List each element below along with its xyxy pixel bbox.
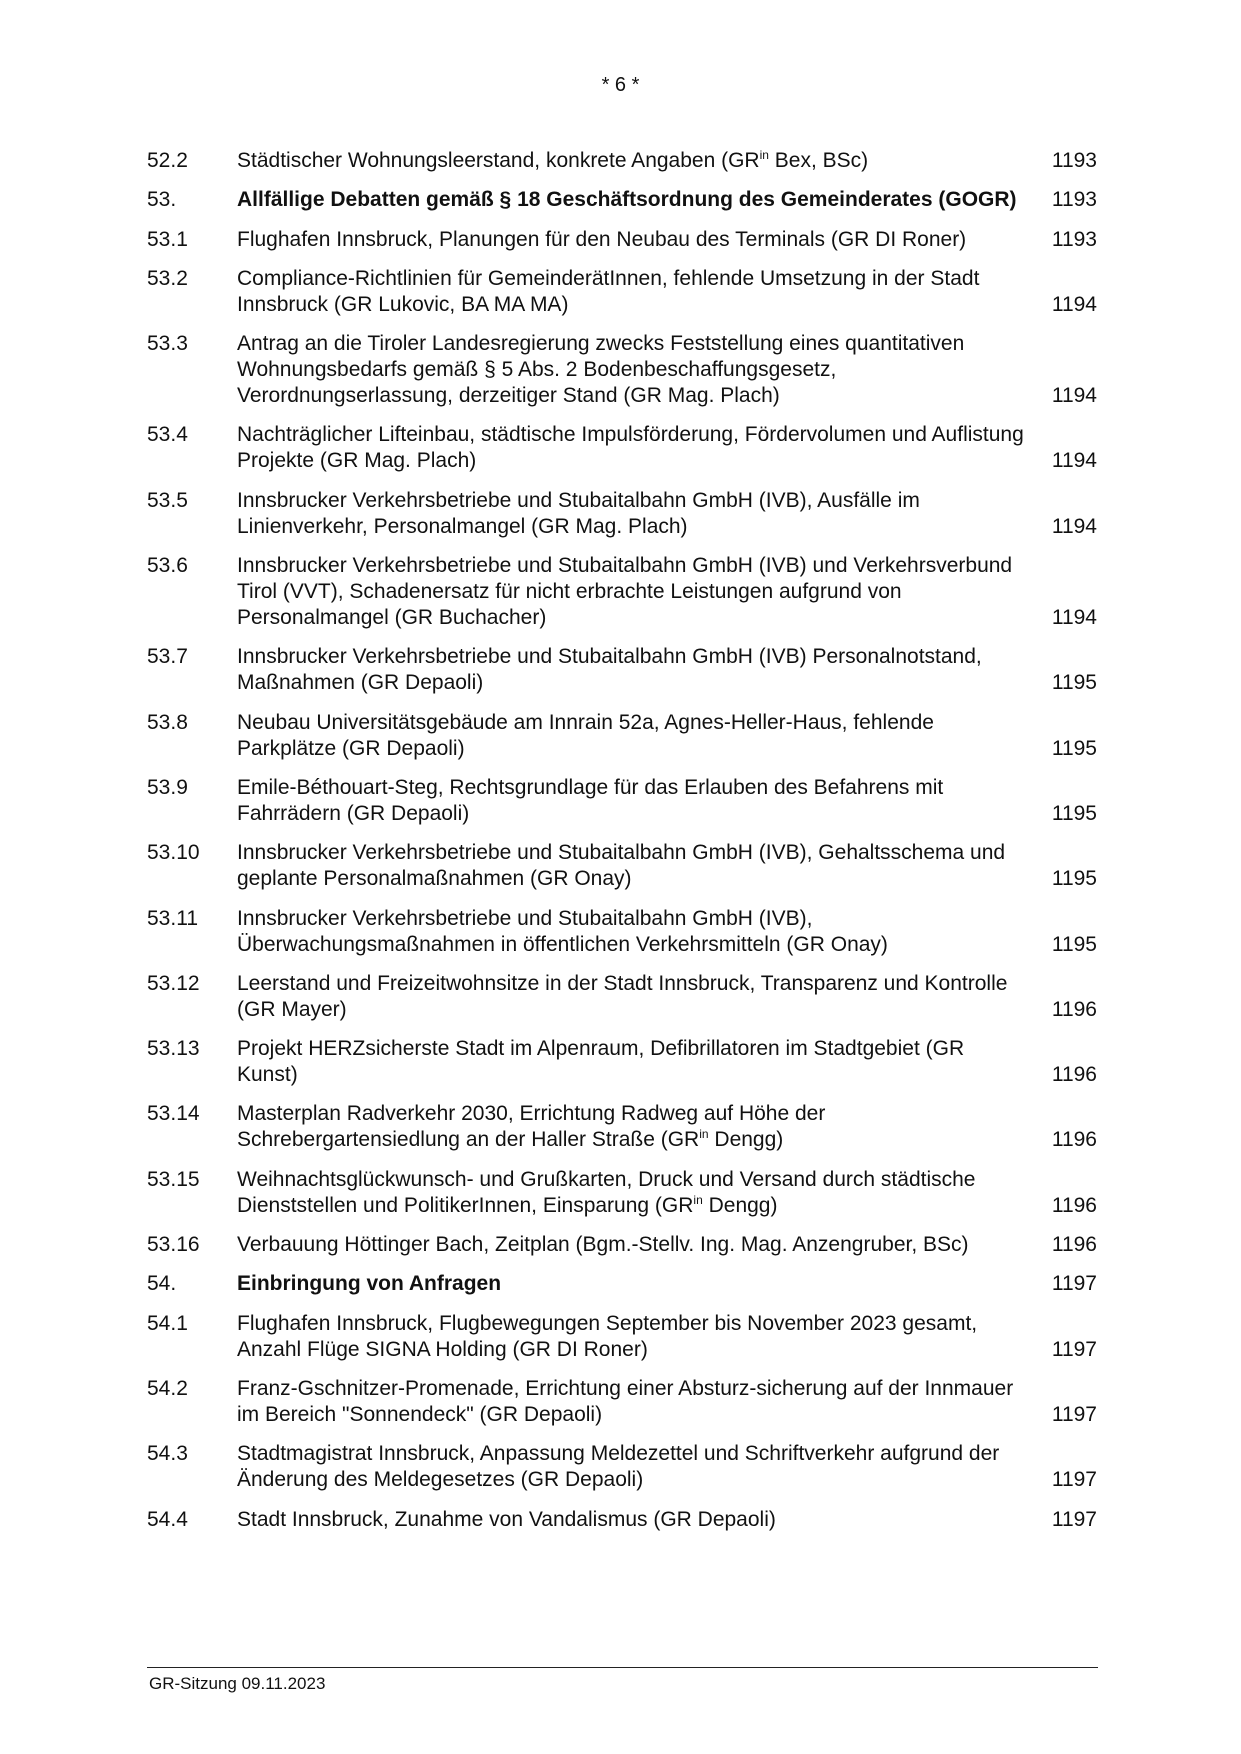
toc-entry-number: 54. — [147, 1272, 177, 1296]
toc-entry-title — [237, 906, 1027, 958]
toc-entry — [147, 148, 1097, 174]
toc-entry-page: 1195 — [1051, 736, 1097, 760]
toc-entry-page: 1196 — [1051, 1128, 1097, 1152]
toc-entry-number: 53.5 — [147, 488, 188, 512]
toc-entry-title — [237, 187, 1027, 213]
toc-entry-number: 53.11 — [147, 906, 198, 930]
toc-entry-title — [237, 1507, 1027, 1533]
toc-entry — [147, 1441, 1097, 1493]
toc-entry — [147, 906, 1097, 958]
toc-entry-title-text: Nachträglicher Lifteinbau, städtische Impulsförderung, Fördervolumen und Auflistung Projekte (GR Mag. Plach) — [237, 423, 1024, 473]
toc-entry — [147, 553, 1097, 631]
toc-entry-title — [237, 1271, 1027, 1297]
toc-entry — [147, 187, 1097, 213]
toc-entry-title-text: Flughafen Innsbruck, Flugbewegungen September bis November 2023 gesamt, Anzahl Flüge SIGNA Holding (GR DI Roner) — [237, 1311, 978, 1361]
toc-entry — [147, 1036, 1097, 1088]
toc-entry-page: 1196 — [1051, 1193, 1097, 1217]
toc-entry-title-text: Emile-Béthouart-Steg, Rechtsgrundlage für das Erlauben des Befahrens mit Fahrrädern (GR Depaoli) — [237, 775, 944, 825]
toc-entry-title — [237, 1376, 1027, 1428]
toc-entry — [147, 971, 1097, 1023]
toc-entry-number: 53.3 — [147, 332, 188, 356]
toc-entry-title-text: Innsbrucker Verkehrsbetriebe und Stubaitalbahn GmbH (IVB) Personalnotstand, Maßnahmen (GR Depaoli) — [237, 645, 982, 695]
toc-entry-title-text: Neubau Universitätsgebäude am Innrain 52a, Agnes-Heller-Haus, fehlende Parkplätze (GR Depaoli) — [237, 710, 934, 760]
toc-entry-page: 1193 — [1051, 188, 1097, 212]
toc-entry-number: 53.13 — [147, 1037, 200, 1061]
toc-entry-page: 1194 — [1051, 449, 1097, 473]
toc-entry-page: 1194 — [1051, 292, 1097, 316]
toc-entry-number: 53.16 — [147, 1233, 200, 1257]
toc-entry-number: 53.2 — [147, 266, 188, 290]
toc-entry-page: 1195 — [1051, 932, 1097, 956]
toc-entry-title-text: Franz-Gschnitzer-Promenade, Errichtung einer Absturz-sicherung auf der Innmauer im Bereich "Sonnendeck" (GR Depaoli) — [237, 1376, 1014, 1426]
toc-entry-page: 1197 — [1051, 1507, 1097, 1531]
toc-entry — [147, 422, 1097, 474]
toc-entry-title — [237, 710, 1027, 762]
toc-entry-title-text: Innsbrucker Verkehrsbetriebe und Stubaitalbahn GmbH (IVB), Überwachungsmaßnahmen in öffentlichen Verkehrsmitteln (GR Onay) — [237, 906, 888, 956]
toc-entry — [147, 1376, 1097, 1428]
toc-entry-title — [237, 1311, 1027, 1363]
toc-entry-number: 53. — [147, 188, 177, 212]
toc-entry-title — [237, 148, 1027, 174]
toc-entry — [147, 1507, 1097, 1533]
toc-entry-number: 54.1 — [147, 1311, 188, 1335]
toc-entry — [147, 644, 1097, 696]
toc-entry-title-text: Stadt Innsbruck, Zunahme von Vandalismus (GR Depaoli) — [237, 1507, 776, 1531]
table-of-contents — [147, 148, 1097, 1546]
toc-entry-title — [237, 553, 1027, 631]
toc-entry-title — [237, 488, 1027, 540]
toc-entry-title-text: Allfällige Debatten gemäß § 18 Geschäftsordnung des Gemeinderates (GOGR) — [237, 188, 1017, 212]
toc-entry-title-text: Flughafen Innsbruck, Planungen für den Neubau des Terminals (GR DI Roner) — [237, 227, 967, 251]
toc-entry-page: 1193 — [1051, 149, 1097, 172]
toc-entry — [147, 840, 1097, 892]
toc-entry — [147, 1311, 1097, 1363]
toc-entry-number: 53.7 — [147, 645, 188, 669]
toc-entry-title — [237, 227, 1027, 253]
page-number: * 6 * — [601, 74, 640, 96]
toc-entry-title-text: Masterplan Radverkehr 2030, Errichtung Radweg auf Höhe der Schrebergartensiedlung an der Haller Straße (GR — [237, 1102, 826, 1152]
toc-entry-title — [237, 331, 1027, 409]
toc-entry-page: 1193 — [1051, 227, 1097, 251]
toc-entry-number: 53.6 — [147, 554, 188, 578]
toc-entry-number: 53.15 — [147, 1167, 200, 1191]
toc-entry-number: 52.2 — [147, 149, 188, 172]
toc-entry-title-superscript: in — [693, 1192, 703, 1207]
toc-entry-title — [237, 1441, 1027, 1493]
toc-entry — [147, 710, 1097, 762]
toc-entry-title — [237, 644, 1027, 696]
toc-entry-number: 54.3 — [147, 1442, 188, 1466]
toc-entry-number: 54.4 — [147, 1507, 188, 1531]
toc-entry-title — [237, 1167, 1027, 1219]
toc-entry-title — [237, 1036, 1027, 1088]
toc-entry-title-text: Verbauung Höttinger Bach, Zeitplan (Bgm.-Stellv. Ing. Mag. Anzengruber, BSc) — [237, 1233, 969, 1257]
toc-entry-number: 53.1 — [147, 227, 188, 251]
toc-entry-title-text: Innsbrucker Verkehrsbetriebe und Stubaitalbahn GmbH (IVB), Ausfälle im Linienverkehr, Personalmangel (GR Mag. Plach) — [237, 488, 920, 538]
toc-entry-title — [237, 1232, 1027, 1258]
toc-entry — [147, 775, 1097, 827]
toc-entry-page: 1197 — [1051, 1402, 1097, 1426]
toc-entry-title-text: Innsbrucker Verkehrsbetriebe und Stubaitalbahn GmbH (IVB) und Verkehrsverbund Tirol (VVT), Schadenersatz für nicht erbrachte Leistungen aufgrund von Personalmangel (GR Buchacher) — [237, 554, 1013, 630]
toc-entry-title — [237, 266, 1027, 318]
toc-entry-page: 1194 — [1051, 606, 1097, 630]
toc-entry-title-text: Leerstand und Freizeitwohnsitze in der Stadt Innsbruck, Transparenz und Kontrolle (GR Mayer) — [237, 971, 1008, 1021]
toc-entry-page: 1196 — [1051, 1063, 1097, 1087]
footer-text: GR-Sitzung 09.11.2023 — [149, 1674, 326, 1693]
toc-entry-number: 53.9 — [147, 775, 188, 799]
toc-entry-title-text: Bex, BSc) — [768, 149, 869, 172]
toc-entry-title-text: Antrag an die Tiroler Landesregierung zwecks Feststellung eines quantitativen Wohnungsbedarfs gemäß § 5 Abs. 2 Bodenbeschaffungsgesetz, Verordnungserlassung, derzeitiger Stand (GR Mag. Plach) — [237, 332, 965, 408]
toc-entry-page: 1196 — [1051, 1233, 1097, 1257]
toc-entry — [147, 1271, 1097, 1297]
toc-entry-page: 1195 — [1051, 671, 1097, 695]
toc-entry-title-text: Innsbrucker Verkehrsbetriebe und Stubaitalbahn GmbH (IVB), Gehaltsschema und geplante Personalmaßnahmen (GR Onay) — [237, 841, 1006, 891]
toc-entry-page: 1197 — [1051, 1468, 1097, 1492]
toc-entry-title-text: Dengg) — [702, 1193, 778, 1217]
toc-entry — [147, 331, 1097, 409]
toc-entry-page: 1194 — [1051, 384, 1097, 408]
toc-entry-title — [237, 422, 1027, 474]
toc-entry-page: 1197 — [1051, 1272, 1097, 1296]
toc-entry-title-text: Einbringung von Anfragen — [237, 1272, 502, 1296]
toc-entry-number: 53.14 — [147, 1102, 200, 1126]
toc-entry — [147, 1232, 1097, 1258]
toc-entry-page: 1195 — [1051, 801, 1097, 825]
toc-entry-title-text: Projekt HERZsicherste Stadt im Alpenraum, Defibrillatoren im Stadtgebiet (GR Kunst) — [237, 1037, 965, 1087]
toc-entry-page: 1196 — [1051, 997, 1097, 1021]
toc-entry-title-text: Weihnachtsglückwunsch- und Grußkarten, Druck und Versand durch städtische Dienststellen und PolitikerInnen, Einsparung (GR — [237, 1167, 976, 1217]
toc-entry-number: 53.8 — [147, 710, 188, 734]
toc-entry — [147, 266, 1097, 318]
toc-entry — [147, 227, 1097, 253]
toc-entry-title-text: Stadtmagistrat Innsbruck, Anpassung Meldezettel und Schriftverkehr aufgrund der Änderung des Meldegesetzes (GR Depaoli) — [237, 1442, 1000, 1492]
toc-entry — [147, 488, 1097, 540]
toc-entry-page: 1197 — [1051, 1337, 1097, 1361]
toc-entry-title-superscript: in — [699, 1127, 709, 1142]
toc-entry-title — [237, 840, 1027, 892]
toc-entry — [147, 1167, 1097, 1219]
toc-entry-page: 1195 — [1051, 867, 1097, 891]
toc-entry-page: 1194 — [1051, 514, 1097, 538]
toc-entry-number: 53.12 — [147, 971, 200, 995]
toc-entry-title — [237, 971, 1027, 1023]
toc-entry-number: 54.2 — [147, 1376, 188, 1400]
toc-entry-title-text: Compliance-Richtlinien für GemeinderätInnen, fehlende Umsetzung in der Stadt Innsbruck (GR Lukovic, BA MA MA) — [237, 266, 980, 316]
toc-entry — [147, 1101, 1097, 1153]
toc-entry-number: 53.10 — [147, 841, 200, 865]
toc-entry-number: 53.4 — [147, 423, 188, 447]
footer-divider — [147, 1667, 1098, 1668]
toc-entry-title — [237, 775, 1027, 827]
toc-entry-title-superscript: in — [759, 148, 769, 162]
toc-entry-title-text: Städtischer Wohnungsleerstand, konkrete Angaben (GR — [237, 149, 760, 172]
toc-entry-title-text: Dengg) — [708, 1128, 784, 1152]
toc-entry-title — [237, 1101, 1027, 1153]
